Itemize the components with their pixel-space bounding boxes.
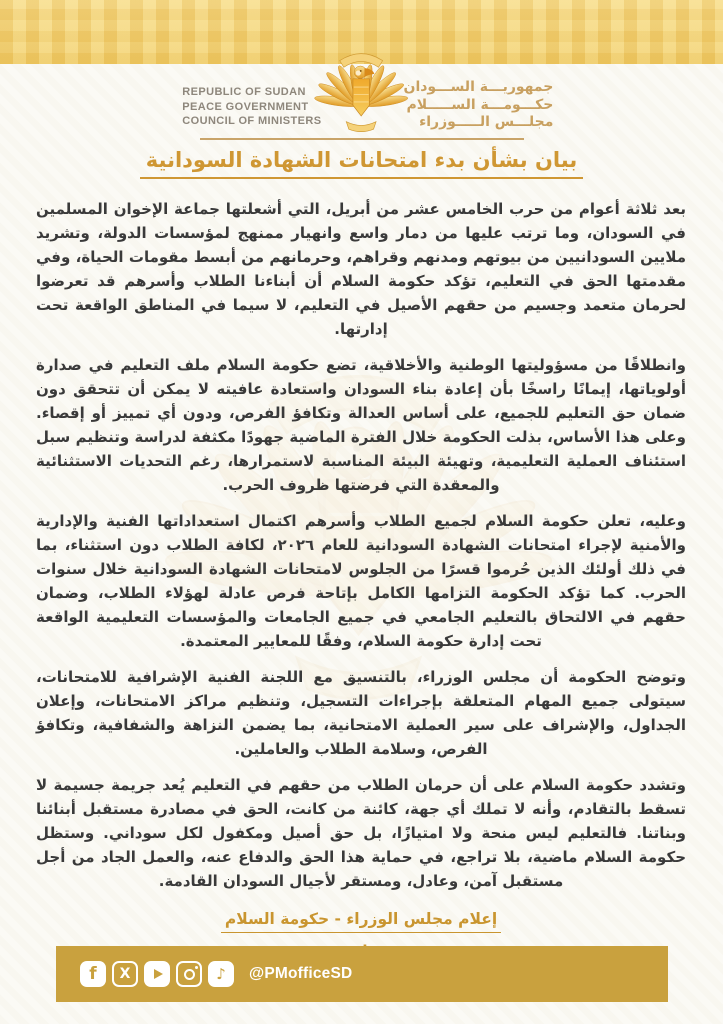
facebook-glyph: f bbox=[89, 964, 97, 984]
tiktok-glyph: ♪ bbox=[216, 964, 226, 983]
org-name-arabic bbox=[404, 79, 554, 132]
org-name-arabic-line: مجلـــس الـــــوزراء bbox=[419, 114, 554, 130]
statement-paragraph: بعد ثلاثة أعوام من حرب الخامس عشر من أبريل، التي أشعلتها جماعة الإخوان المسلمين في السودان، وما ترتب عليها من دمار واسع وانهيار ممنهج لمؤسسات الدولة، وتشريد ملايين السودانيين من بيوتهم ومدنهم وقراهم، وحرمانهم من أبسط مقومات الحياة، وفي مقدمتها الحق في التعليم، تؤكد حكومة السلام أن أبناءنا الطلاب وأسرهم قد تعرضوا لحرمان متعمد وجسيم من حقهم الأصيل في التعليم، لا سيما في المناطق الواقعة تحت إدارتها. bbox=[36, 200, 686, 338]
signature: إعلام مجلس الوزراء - حكومة السلام bbox=[221, 910, 501, 933]
org-name-english-line: PEACE GOVERNMENT bbox=[182, 100, 309, 113]
instagram-icon[interactable] bbox=[176, 961, 202, 987]
org-name-arabic-line: حكـــومـــة الســـــلام bbox=[406, 96, 554, 113]
x-glyph: X bbox=[119, 966, 131, 982]
org-name-english-line: REPUBLIC OF SUDAN bbox=[182, 86, 306, 98]
page-title: بيان بشأن بدء امتحانات الشهادة السودانية bbox=[140, 148, 583, 179]
tiktok-icon[interactable] bbox=[208, 961, 234, 987]
org-name-english-line: COUNCIL OF MINISTERS bbox=[182, 115, 322, 127]
statement-body bbox=[36, 197, 686, 965]
statement-paragraph: وتوضح الحكومة أن مجلس الوزراء، بالتنسيق مع اللجنة الفنية الإشرافية للامتحانات، سيتولى جميع المهام المتعلقة بإجراءات التسجيل، وتنظيم مراكز الامتحانات، وإعلان الجداول، والإشراف على سير العملية الامتحانية، بما يضمن النزاهة والشفافية، وتكافؤ الفرص، وسلامة الطلاب والعاملين. bbox=[36, 668, 686, 758]
social-handle[interactable]: @PMofficeSD bbox=[249, 965, 353, 982]
statement-paragraph: وتشدد حكومة السلام على أن حرمان الطلاب من حقهم في التعليم يُعد جريمة جسيمة لا تسقط بالتقادم، وأنه لا تملك أي جهة، كائنة من كانت، الحق في مصادرة مستقبل أبنائنا وبناتنا. فالتعليم ليس منحة ولا امتيازًا، بل حق أصيل ومكفول لكل سوداني. وستظل حكومة السلام ماضية، بلا تراجع، في حماية هذا الحق والدفاع عنه، والعمل الجاد من أجل مستقبل آمن، وعادل، ومستقر لأجيال السودان القادمة. bbox=[36, 776, 686, 890]
youtube-icon[interactable] bbox=[144, 961, 170, 987]
instagram-lens-glyph bbox=[184, 969, 195, 980]
sudan-emblem bbox=[310, 40, 414, 144]
facebook-icon[interactable] bbox=[80, 961, 106, 987]
org-name-english bbox=[182, 85, 321, 129]
letterhead bbox=[0, 64, 723, 140]
x-icon[interactable] bbox=[112, 961, 138, 987]
statement-paragraph: وانطلاقًا من مسؤوليتها الوطنية والأخلاقية، تضع حكومة السلام ملف التعليم في صدارة أولوياتها، إيمانًا راسخًا بأن إعادة بناء السودان واستعادة عافيته لا يمكن أن تتحقق دون ضمان حق التعليم للجميع، على أساس العدالة وتكافؤ الفرص، ودون أي تمييز أو إقصاء. وعلى هذا الأساس، بذلت الحكومة خلال الفترة الماضية جهودًا مكثفة لدراسة وتنظيم سبل استئناف العملية التعليمية، وتهيئة البيئة المناسبة لاستمرارها، رغم التحديات الاستثنائية والمعقدة التي فرضتها ظروف الحرب. bbox=[36, 356, 686, 494]
youtube-play-glyph bbox=[154, 969, 163, 979]
footer-bar bbox=[56, 946, 668, 1002]
org-name-arabic-line: جمهوريـــة الســـودان bbox=[403, 79, 554, 95]
statement-paragraph: وعليه، تعلن حكومة السلام لجميع الطلاب وأسرهم اكتمال استعداداتها الفنية والإدارية والأمنية لإجراء امتحانات الشهادة السودانية للعام ٢٠٢٦، لكافة الطلاب دون استثناء، بما في ذلك أولئك الذين حُرموا قسرًا من الجلوس لامتحانات الشهادة السودانية خلال سنوات الحرب. كما تؤكد الحكومة التزامها الكامل بإتاحة فرص عادلة لهؤلاء الطلاب، وضمان حقهم في الالتحاق بالتعليم الجامعي في جميع الجامعات والمؤسسات التعليمية الواقعة تحت إدارة حكومة السلام، وفقًا للمعايير المعتمدة. bbox=[36, 512, 686, 650]
header-divider bbox=[200, 138, 524, 140]
